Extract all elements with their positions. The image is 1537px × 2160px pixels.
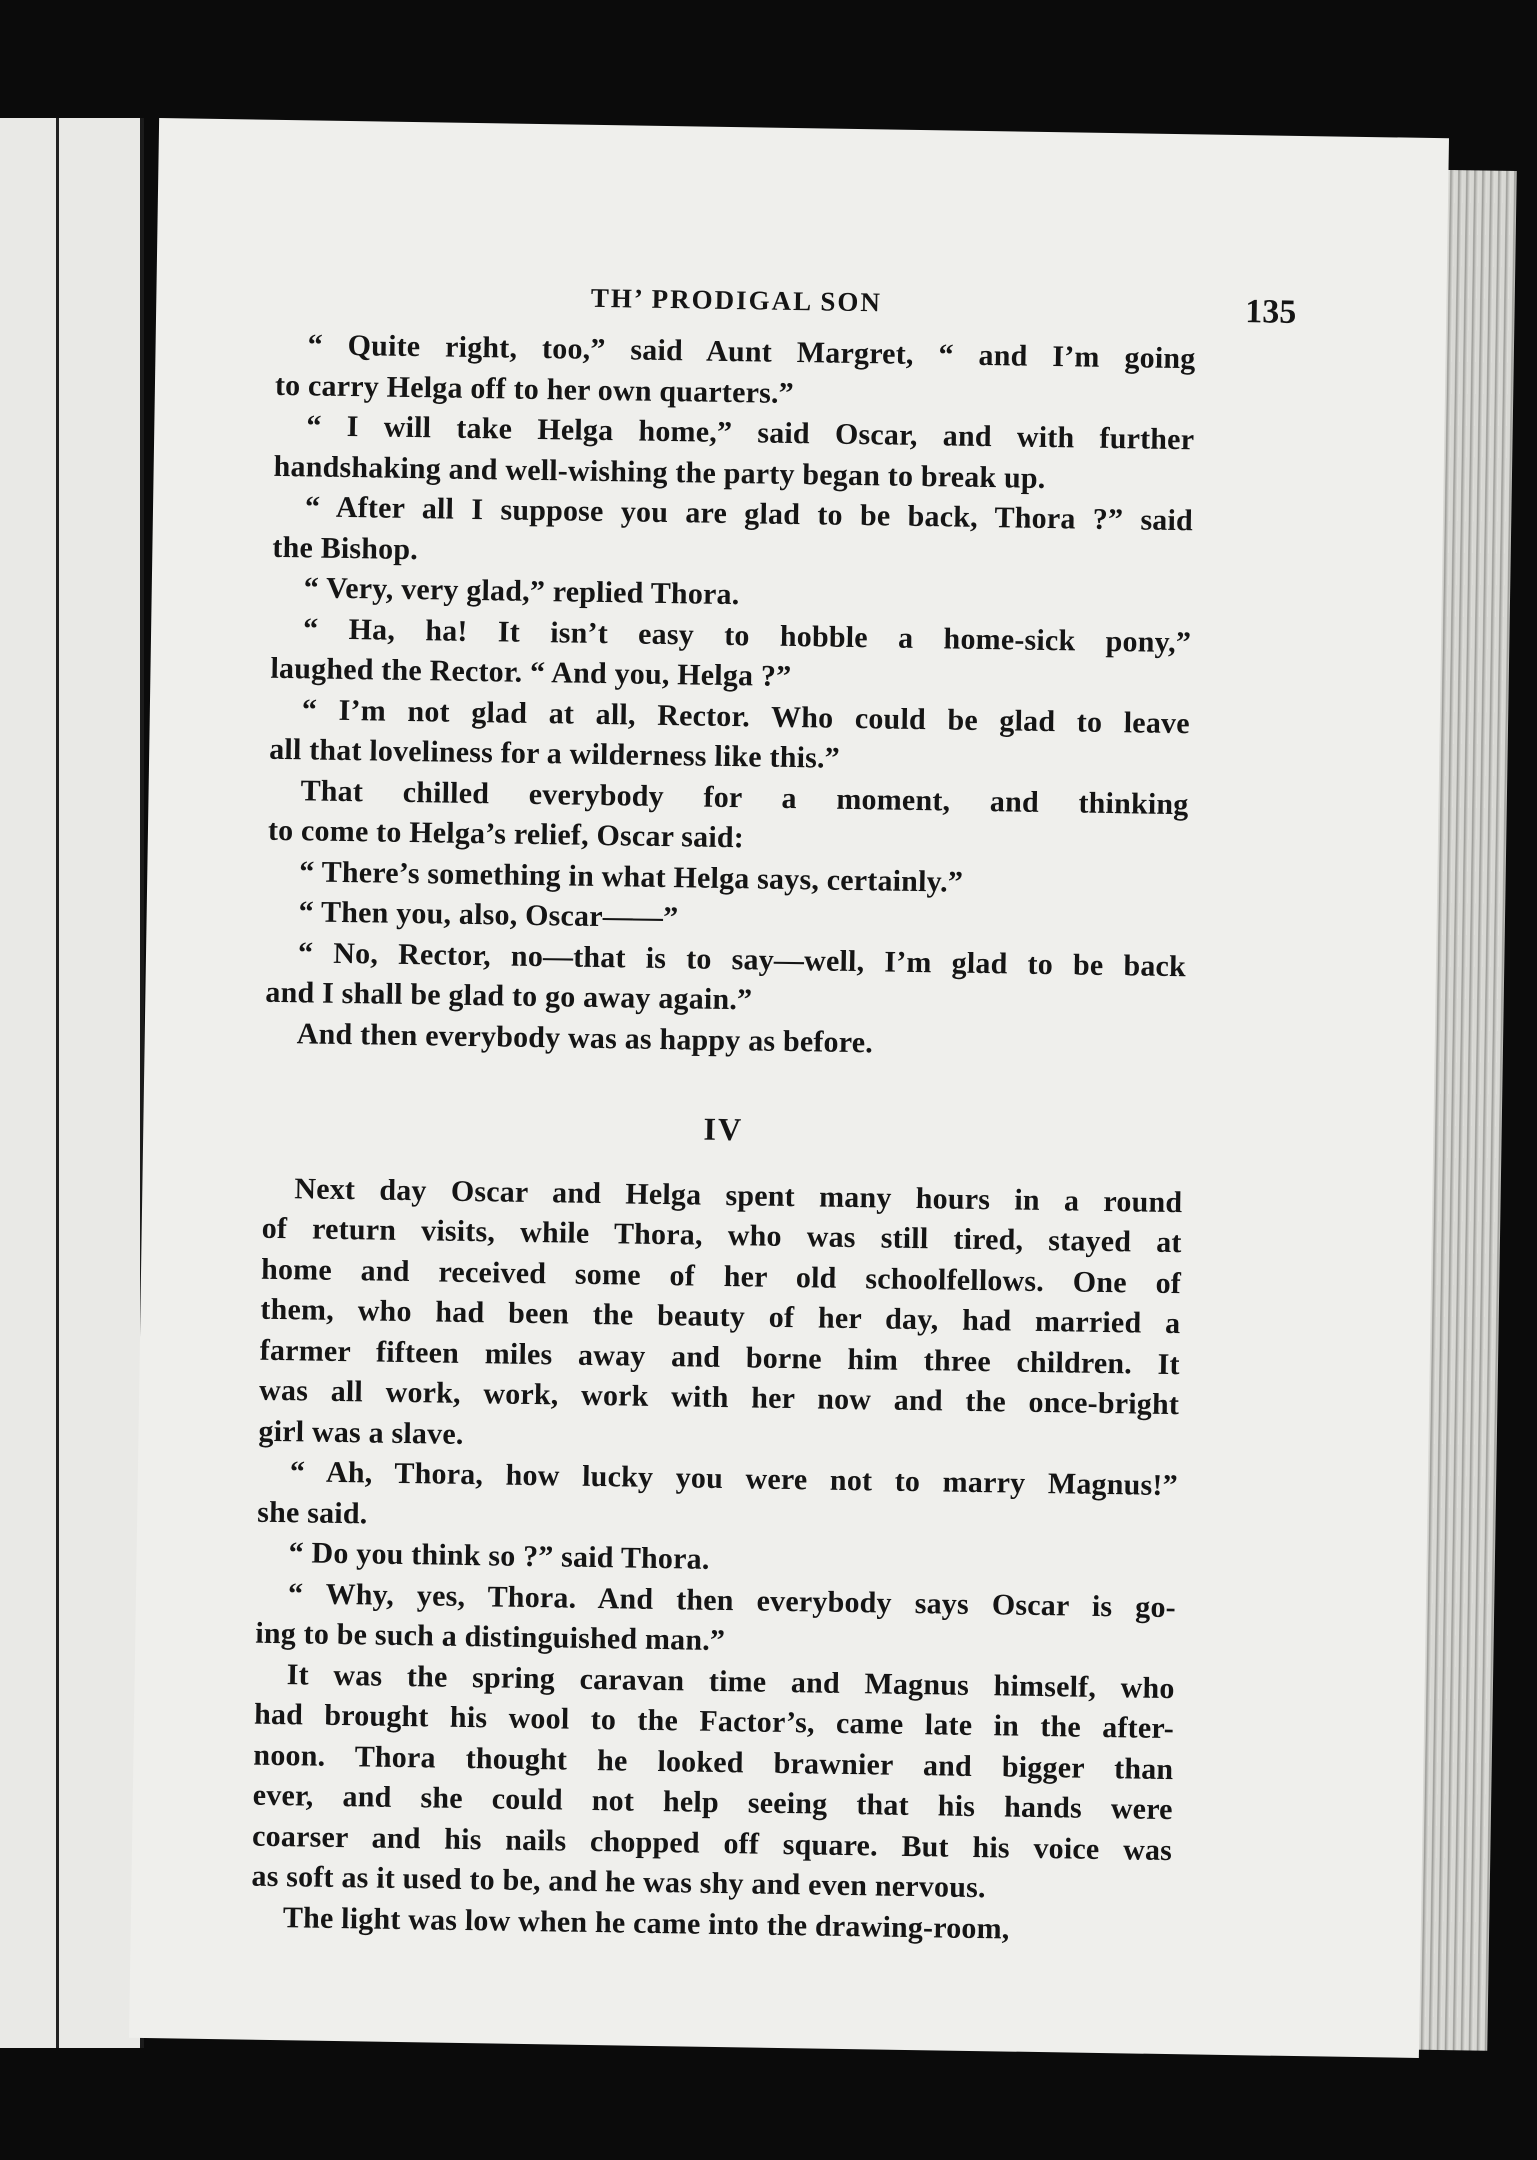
text-section-after (251, 1168, 1183, 1952)
text-line: Next day Oscar and Helga spent many hours in a round (294, 1171, 1183, 1219)
text-line: “ Ah, Thora, how lucky you were not to marry Magnus!” (289, 1455, 1179, 1503)
text-line: all that loveliness for a wilderness like this.” (268, 732, 841, 775)
paragraph (258, 1168, 1182, 1466)
text-line: them, who had been the beauty of her day, had married a (260, 1292, 1181, 1341)
text-line: laughed the Rector. “ And you, Helga ?” (270, 651, 792, 693)
text-line: “ Do you think so ?” said Thora. (288, 1536, 710, 1576)
text-line: home and received some of her old schoolfellows. One of (260, 1252, 1182, 1300)
text-line: “ Very, very glad,” replied Thora. (303, 571, 740, 612)
paragraph (265, 932, 1186, 1027)
text-line: she said. (257, 1495, 368, 1530)
text-line: to come to Helga’s relief, Oscar said: (267, 813, 745, 855)
paragraph (275, 325, 1196, 420)
text-line: noon. Thora thought he looked brawnier and bigger than (253, 1738, 1174, 1786)
text-line: girl was a slave. (258, 1414, 464, 1451)
text-line: farmer fifteen miles away and borne him three children. It (259, 1333, 1180, 1381)
text-line: to carry Helga off to her own quarters.” (274, 368, 795, 410)
text-line: handshaking and well-wishing the party began to break up. (273, 449, 1046, 495)
running-head (276, 270, 1297, 334)
paragraph (272, 487, 1193, 582)
text-line: “ No, Rector, no—that is to say—well, I’m glad to be back (297, 935, 1187, 983)
text-line: was all work, work, work with her now and the once-bright (258, 1373, 1180, 1422)
text-line: “ I will take Helga home,” said Oscar, and with further (306, 409, 1195, 457)
paragraph (270, 608, 1191, 703)
text-line: as soft as it used to be, and he was shy and even nervous. (251, 1859, 986, 1905)
text-line: coarser and his nails chopped off square. But his voice was (251, 1819, 1173, 1867)
text-line: That chilled everybody for a moment, and thinking (300, 773, 1189, 821)
text-line: and I shall be glad to go away again.” (265, 975, 753, 1017)
text-line: had brought his wool to the Factor’s, came late in the after- (253, 1697, 1175, 1746)
page-gutter-line (56, 118, 59, 2048)
text-line: of return visits, while Thora, who was still tired, stayed at (261, 1211, 1182, 1260)
text-line: It was the spring caravan time and Magnus himself, who (286, 1657, 1175, 1705)
text-line: ever, and she could not help seeing that his hands were (252, 1778, 1173, 1827)
paragraph (268, 770, 1189, 865)
text-line: “ Quite right, too,” said Aunt Margret, “ and I’m going (307, 328, 1196, 376)
text-line: And then everybody was as happy as before. (296, 1016, 874, 1059)
text-line: the Bishop. (272, 530, 419, 566)
paragraph (251, 1654, 1175, 1911)
body-text (251, 325, 1196, 1952)
paragraph (273, 406, 1194, 501)
text-line: “ After all I suppose you are glad to be back, Thora ?” said (304, 490, 1194, 538)
text-line: ing to be such a distinguished man.” (255, 1616, 726, 1658)
paragraph (255, 1573, 1176, 1668)
paragraph (257, 1452, 1178, 1547)
page-number: 135 (1244, 293, 1297, 331)
book-page (129, 118, 1449, 2058)
text-line: “ Why, yes, Thora. And then everybody says Oscar is go- (287, 1576, 1177, 1624)
text-line: “ I’m not glad at all, Rector. Who could be glad to leave (301, 692, 1191, 740)
running-title: TH’ PRODIGAL SON (590, 282, 883, 318)
paragraph (269, 689, 1190, 784)
text-section-before (264, 325, 1195, 1068)
text-line: The light was low when he came into the drawing-room, (282, 1900, 1010, 1946)
text-line: “ Then you, also, Oscar——” (298, 895, 679, 935)
text-line: “ There’s something in what Helga says, certainly.” (299, 854, 964, 899)
facing-page-edge (0, 118, 144, 2048)
text-line: “ Ha, ha! It isn’t easy to hobble a home-sick pony,” (302, 611, 1192, 659)
section-heading: IV (703, 1110, 744, 1148)
